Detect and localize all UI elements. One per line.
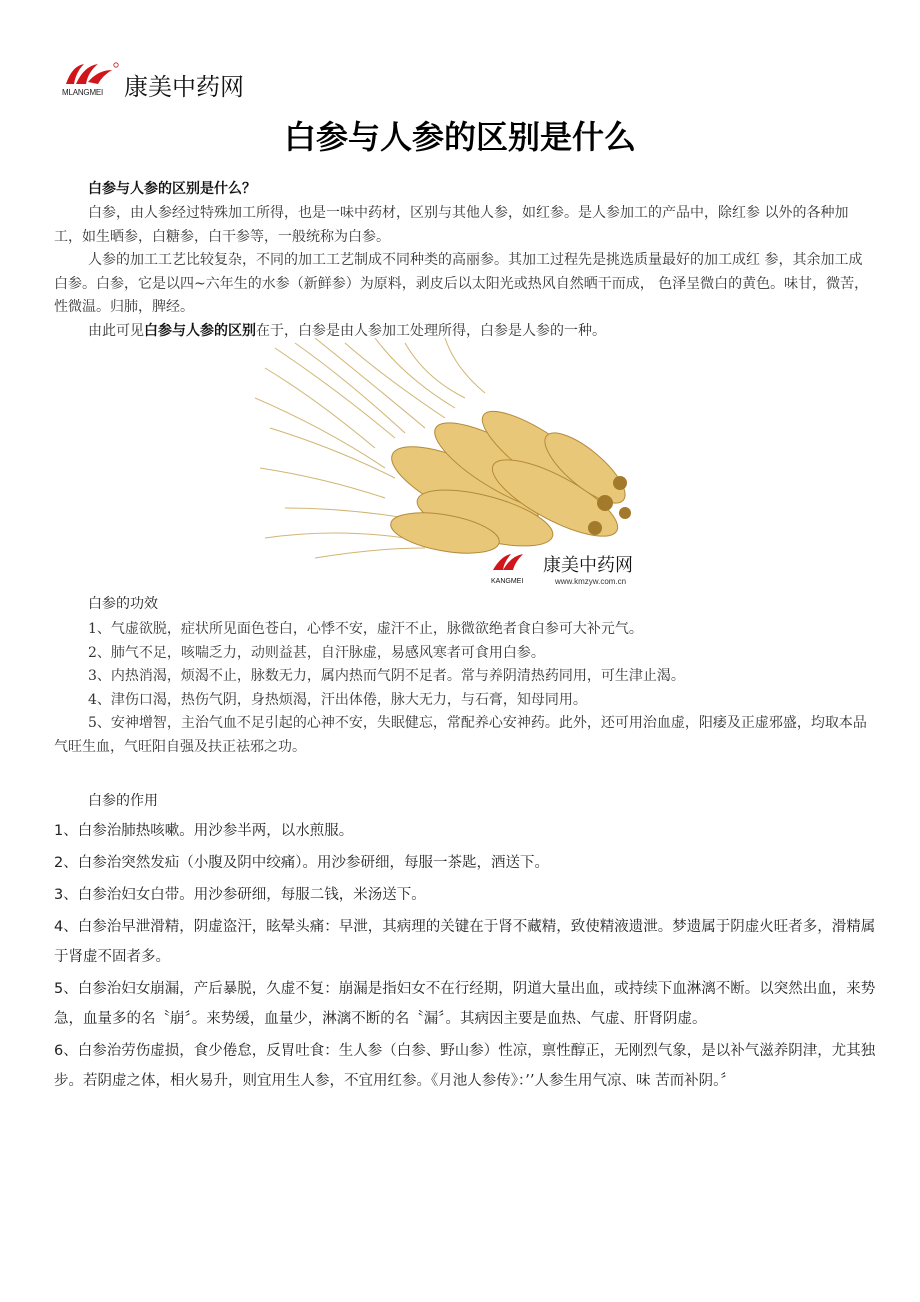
p3-suffix: 在于，白参是由人参加工处理所得，白参是人参的一种。 bbox=[256, 322, 606, 339]
uses-item-text: 白参治早泄滑精，阴虚盗汗，眩晕头痛：早泄，其病理的关键在于肾不藏精，致使精液遗泄。梦遗属于阴虚火旺者多，滑精属于肾虚不固者多。 bbox=[54, 919, 876, 965]
uses-item-text: 白参治劳伤虚损，食少倦怠，反胃吐食：生人参（白参、野山参）性凉，禀性醇正，无刚烈气象，是以补气滋养阴津，尤其独步。若阴虚之体，相火易升，则宜用生人参，不宜用红参。《月池人参传》：’’人参生用气凉、味 苦而补阴。〞 bbox=[54, 1043, 876, 1089]
p3-bold: 白参与人参的区别 bbox=[144, 322, 256, 339]
watermark-brand: 康美中药网 bbox=[543, 555, 633, 576]
intro-paragraph-1: 白参，由人参经过特殊加工所得，也是一味中药材，区别与其他人参，如红参。是人参加工的产品中，除红参 以外的各种加工，如生晒参，白糖参，白干参等，一般统称为白参。 bbox=[54, 205, 849, 245]
uses-item bbox=[54, 912, 878, 972]
effects-heading: 白参的功效 bbox=[88, 596, 158, 612]
uses-item-text: 白参治肺热咳嗽。用沙参半两，以水煎服。 bbox=[77, 823, 354, 839]
kangmei-logo-icon bbox=[62, 60, 122, 88]
ginseng-image bbox=[255, 338, 660, 593]
effects-list bbox=[54, 618, 872, 759]
uses-item-number: 6、 bbox=[54, 1043, 78, 1059]
uses-item-text: 白参治突然发疝（小腹及阴中绞痛）。用沙参研细，每服一茶匙，酒送下。 bbox=[77, 855, 549, 871]
uses-item bbox=[54, 848, 878, 878]
watermark bbox=[491, 554, 633, 586]
p3-prefix: 由此可见 bbox=[88, 322, 144, 339]
effects-item: 3、内热消渴，烦渴不止，脉数无力，属内热而气阴不足者。常与养阴清热药同用，可生津止渴。 bbox=[88, 668, 685, 684]
effects-item: 1、气虚欲脱，症状所见面色苍白，心悸不安，虚汗不止，脉微欲绝者食白参可大补元气。 bbox=[88, 621, 643, 637]
uses-item bbox=[54, 816, 878, 846]
effects-item: 4、津伤口渴，热伤气阴，身热烦渴，汗出体倦，脉大无力，与石膏，知母同用。 bbox=[88, 691, 587, 708]
effects-item: 2、肺气不足，咳喘乏力，动则益甚，自汗脉虚，易感风寒者可食用白参。 bbox=[88, 644, 545, 661]
uses-item bbox=[54, 880, 878, 910]
watermark-url: www.kmzyw.com.cn bbox=[555, 577, 627, 586]
intro-heading: 白参与人参的区别是什么？ bbox=[88, 181, 256, 197]
site-name: 康美中药网 bbox=[124, 73, 244, 101]
uses-item-number: 1、 bbox=[54, 823, 78, 839]
uses-item-number: 3、 bbox=[54, 887, 78, 903]
watermark-sub: KANGMEI bbox=[491, 578, 524, 585]
uses-item-number: 5、 bbox=[54, 981, 78, 997]
ginseng-photo bbox=[255, 338, 660, 593]
uses-item-number: 4、 bbox=[54, 919, 78, 935]
site-header bbox=[62, 60, 362, 104]
uses-heading: 白参的作用 bbox=[88, 793, 158, 809]
effects-item: 5、安神增智，主治气血不足引起的心神不安，失眠健忘，常配养心安神药。此外，还可用治血虚，阳痿及正虚邪盛，均取本品气旺生血，气旺阳自强及扶正祛邪之功。 bbox=[54, 715, 867, 755]
uses-item-text: 白参治妇女崩漏，产后暴脱，久虚不复：崩漏是指妇女不在行经期，阴道大量出血，或持续下血淋漓不断。以突然出血，来势急，血量多的名〝崩〞。来势缓，血量少，淋漓不断的名〝漏〞。其病因主要是血热、气虚、肝肾阴虚。 bbox=[54, 981, 876, 1027]
uses-list bbox=[54, 816, 878, 1098]
uses-item-number: 2、 bbox=[54, 855, 78, 871]
intro-body bbox=[54, 202, 872, 343]
uses-item bbox=[54, 974, 878, 1034]
uses-item bbox=[54, 1036, 878, 1096]
intro-paragraph-2: 人参的加工工艺比较复杂，不同的加工工艺制成不同种类的高丽参。其加工过程先是挑选质量最好的加工成红 参，其余加工成白参。白参，它是以四~六年生的水参（新鲜参）为原料，剥皮后以太阳光或热风自然晒干而成， 色泽呈微白的黄色。味甘，微苦，性微温。归肺，脾经。 bbox=[54, 252, 869, 315]
logo-subtext: MLANGMEI bbox=[62, 88, 104, 97]
uses-item-text: 白参治妇女白带。用沙参研细，每服二钱，米汤送下。 bbox=[77, 887, 426, 903]
page-title: 白参与人参的区别是什么 bbox=[283, 118, 636, 156]
